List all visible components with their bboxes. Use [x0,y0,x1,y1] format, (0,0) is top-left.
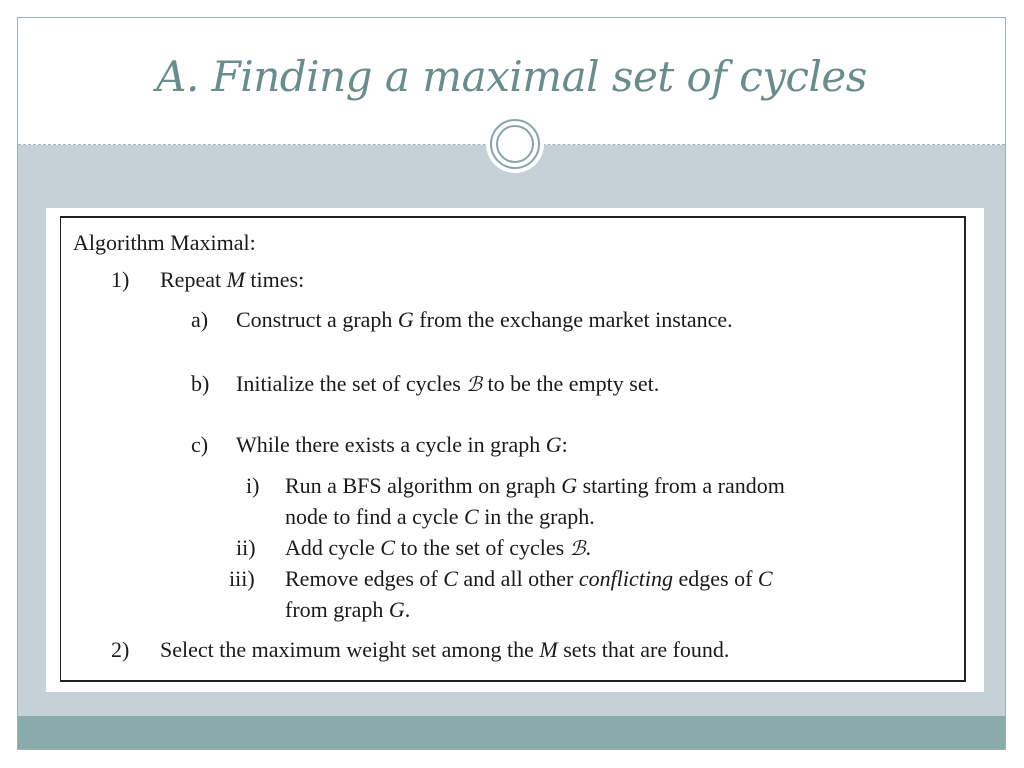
step-1ciii-line-1: Remove edges of C and all other conflicting edges of C [285,566,773,591]
step-1-text: Repeat M times: [160,267,305,292]
slide [17,17,1006,750]
algorithm-figure [46,208,984,692]
step-1b-text: Initialize the set of cycles ℬ to be the empty set. [236,371,660,396]
algorithm-heading: Algorithm Maximal: [73,230,256,255]
algorithm-box [60,216,966,682]
step-number: ii) [236,535,256,560]
step-number: 1) [111,267,130,292]
step-number: a) [191,307,209,332]
step-1c-text: While there exists a cycle in graph G: [236,432,568,457]
step-number: i) [246,473,260,498]
slide-title: A. Finding a maximal set of cycles [156,52,867,101]
footer-bar [18,716,1005,749]
step-1a-text: Construct a graph G from the exchange market instance. [236,307,733,332]
circle-ornament-icon [486,115,544,173]
step-2-text: Select the maximum weight set among the M sets that are found. [160,637,730,662]
step-1cii-text: Add cycle C to the set of cycles ℬ. [285,535,591,560]
step-1ci-line-2: node to find a cycle C in the graph. [285,504,595,529]
step-number: 2) [111,637,130,662]
step-number: c) [191,432,209,457]
step-number: iii) [229,566,255,591]
step-1ci-line-1: Run a BFS algorithm on graph G starting from a random [285,473,785,498]
step-1ciii-line-2: from graph G. [285,597,411,622]
step-number: b) [191,371,210,396]
